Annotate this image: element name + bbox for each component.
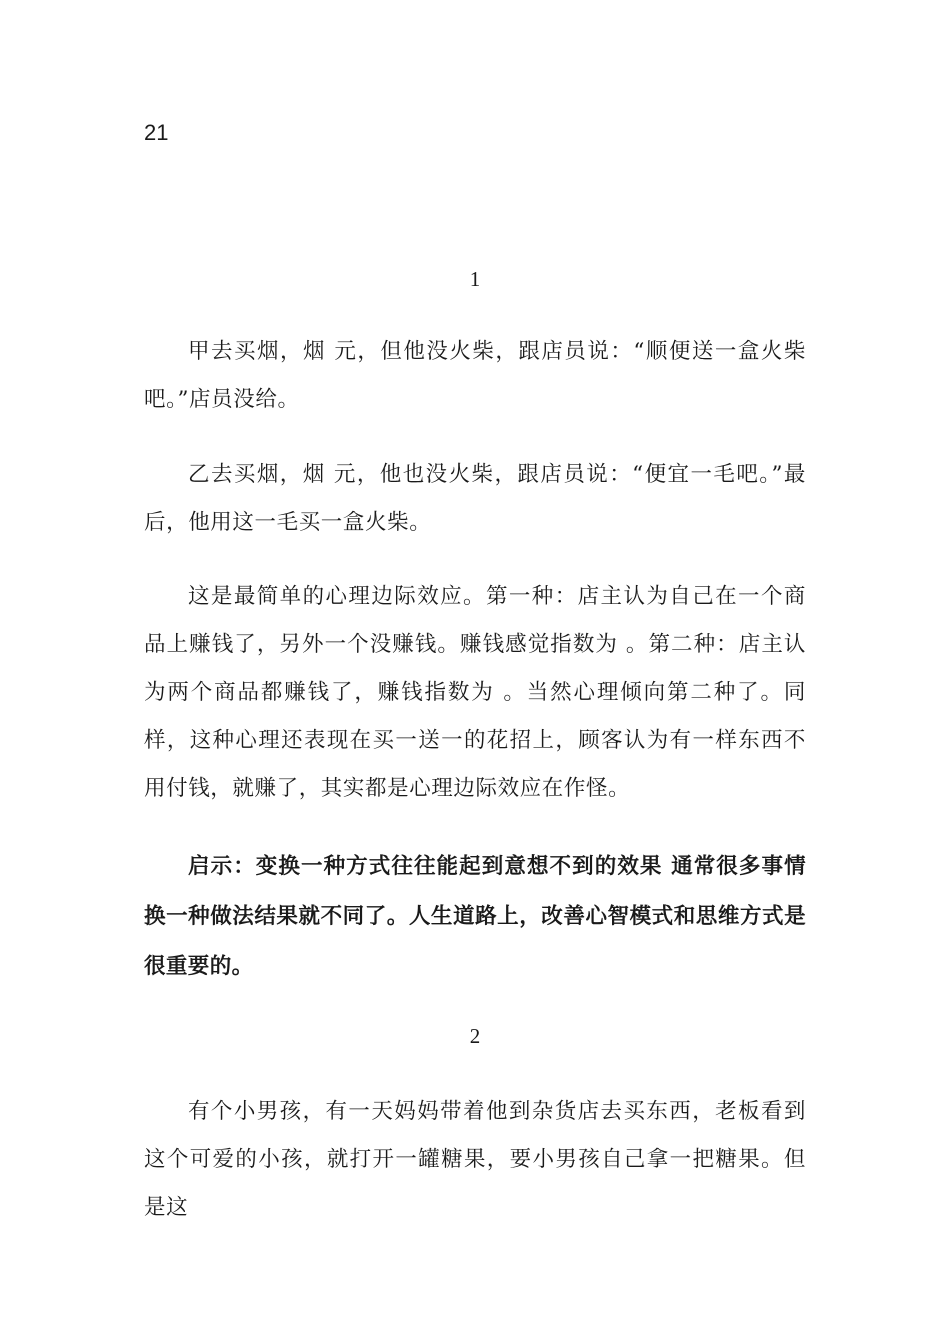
insight-paragraph: 启示：变换一种方式往往能起到意想不到的效果 通常很多事情换一种做法结果就不同了。人生道路上，改善心智模式和思维方式是很重要的。 (144, 854, 806, 979)
story-paragraph: 甲去买烟，烟 元，但他没火柴，跟店员说：“顺便送一盒火柴吧。”店员没给。 (144, 339, 806, 412)
story-paragraph: 乙去买烟，烟 元，他也没火柴，跟店员说：“便宜一毛吧。”最后，他用这一毛买一盒火柴。 (144, 462, 806, 535)
section-number: 2 (469, 1024, 481, 1048)
story-paragraph: 有个小男孩，有一天妈妈带着他到杂货店去买东西，老板看到这个可爱的小孩，就打开一罐糖果，要小男孩自己拿一把糖果。但是这 (144, 1099, 806, 1220)
section-number: 1 (469, 267, 481, 291)
story-paragraph: 这是最简单的心理边际效应。第一种：店主认为自己在一个商品上赚钱了，另外一个没赚钱。赚钱感觉指数为 。第二种：店主认为两个商品都赚钱了，赚钱指数为 。当然心理倾向第二种了。同样，这种心理还表现在买一送一的花招上，顾客认为有一样东西不用付钱，就赚了，其实都是心理边际效应在作怪。 (144, 584, 806, 801)
page-number: 21 (144, 120, 169, 145)
